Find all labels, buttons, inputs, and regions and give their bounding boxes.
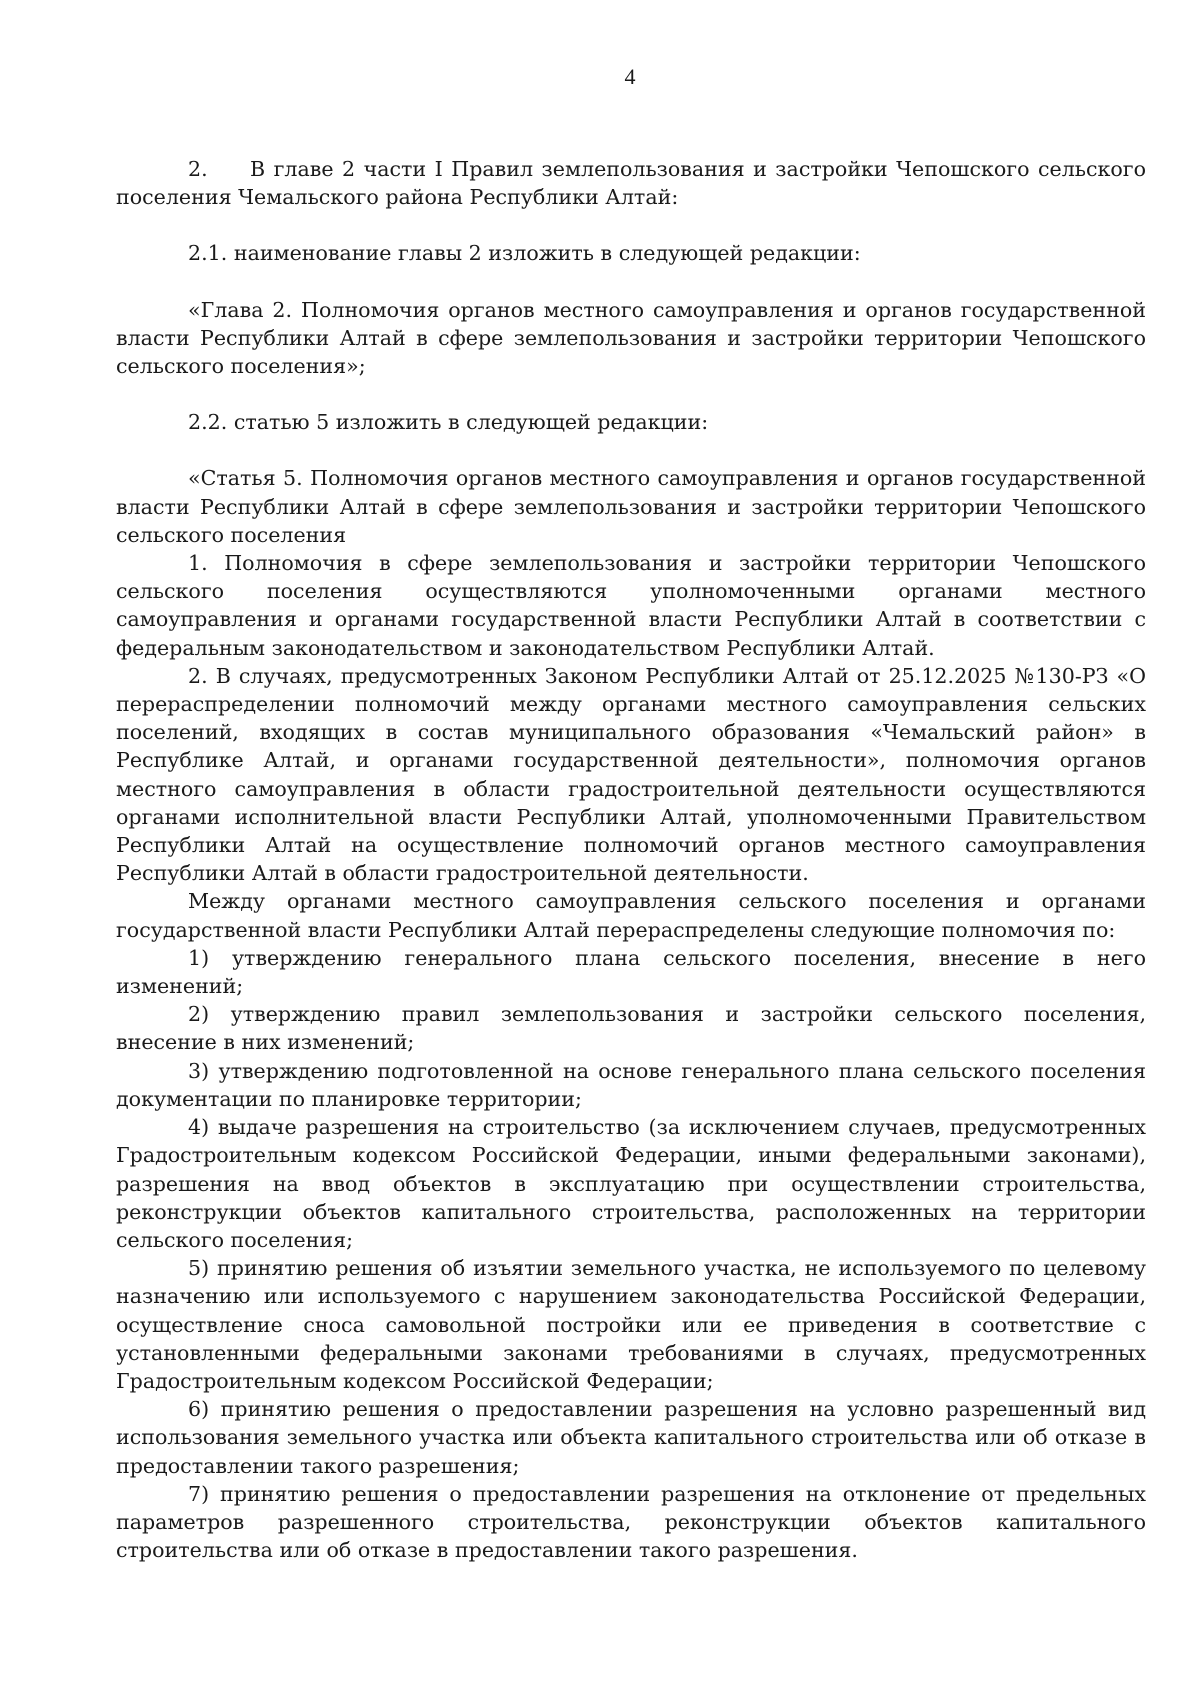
paragraph-amendment-intro xyxy=(116,155,1146,211)
paragraph-2-1: 2.1. наименование главы 2 изложить в следующей редакции: xyxy=(188,241,861,266)
item-number: 2. xyxy=(188,157,208,181)
paragraph-text: В главе 2 части I Правил землепользования и застройки Чепошского сельского поселения Чемальского района Республики Алтай: xyxy=(116,157,1146,210)
list-item-4: 4) выдаче разрешения на строительство (за исключением случаев, предусмотренных Градостроительным кодексом Российской Федерации, иными федеральными законами), разрешения на ввод объектов в эксплуатацию при осуществлении строительства, реконструкции объектов капитального строительства, расположенных на территории сельского поселения; xyxy=(116,1115,1146,1252)
paragraph-article-point-2: 2. В случаях, предусмотренных Законом Республики Алтай от 25.12.2025 №130-РЗ «О перераспределении полномочий между органами местного самоуправления сельских поселений, входящих в состав муниципального образования «Чемальский район» в Республике Алтай, и органами государственной деятельности», полномочия органов местного самоуправления в области градостроительной деятельности осуществляются органами исполнительной власти Республики Алтай, уполномоченными Правительством Республики Алтай на осуществление полномочий органов местного самоуправления Республики Алтай в области градостроительной деятельности. xyxy=(116,663,1146,886)
paragraph-article-point-1: 1. Полномочия в сфере землепользования и застройки территории Чепошского сельского поселения осуществляются уполномоченными органами местного самоуправления и органами государственной власти Республики Алтай в соответствии с федеральным законодательством и законодательством Республики Алтай. xyxy=(116,551,1146,660)
page-number: 4 xyxy=(624,64,636,89)
document-body xyxy=(116,155,1146,1564)
list-item-6: 6) принятию решения о предоставлении разрешения на условно разрешенный вид использования земельного участка или объекта капитального строительства или об отказе в предоставлении такого разрешения; xyxy=(116,1397,1146,1478)
paragraph-chapter-title: «Глава 2. Полномочия органов местного самоуправления и органов государственной власти Республики Алтай в сфере землепользования и застройки территории Чепошского сельского поселения»; xyxy=(116,297,1146,379)
paragraph-2-2: 2.2. статью 5 изложить в следующей редакции: xyxy=(188,410,709,435)
list-item-1: 1) утверждению генерального плана сельского поселения, внесение в него изменений; xyxy=(116,945,1146,999)
paragraph-redistribution: Между органами местного самоуправления сельского поселения и органами государственной власти Республики Алтай перераспределены следующие полномочия по: xyxy=(116,889,1146,942)
list-item-2: 2) утверждению правил землепользования и застройки сельского поселения, внесение в них изменений; xyxy=(116,1002,1146,1055)
paragraph-article-title: «Статья 5. Полномочия органов местного самоуправления и органов государственной власти Республики Алтай в сфере землепользования и застройки территории Чепошского сельского поселения xyxy=(116,466,1146,547)
list-item-5: 5) принятию решения об изъятии земельного участка, не используемого по целевому назначению или используемого с нарушением законодательства Российской Федерации, осуществление сноса самовольной постройки или ее приведения в соответствие с установленными федеральными законами требованиями в случаях, предусмотренных Градостроительным кодексом Российской Федерации; xyxy=(116,1256,1146,1393)
list-item-7: 7) принятию решения о предоставлении разрешения на отклонение от предельных параметров разрешенного строительства, реконструкции объектов капитального строительства или об отказе в предоставлении такого разрешения. xyxy=(116,1481,1146,1563)
list-item-3: 3) утверждению подготовленной на основе генерального плана сельского поселения документации по планировке территории; xyxy=(116,1058,1146,1111)
